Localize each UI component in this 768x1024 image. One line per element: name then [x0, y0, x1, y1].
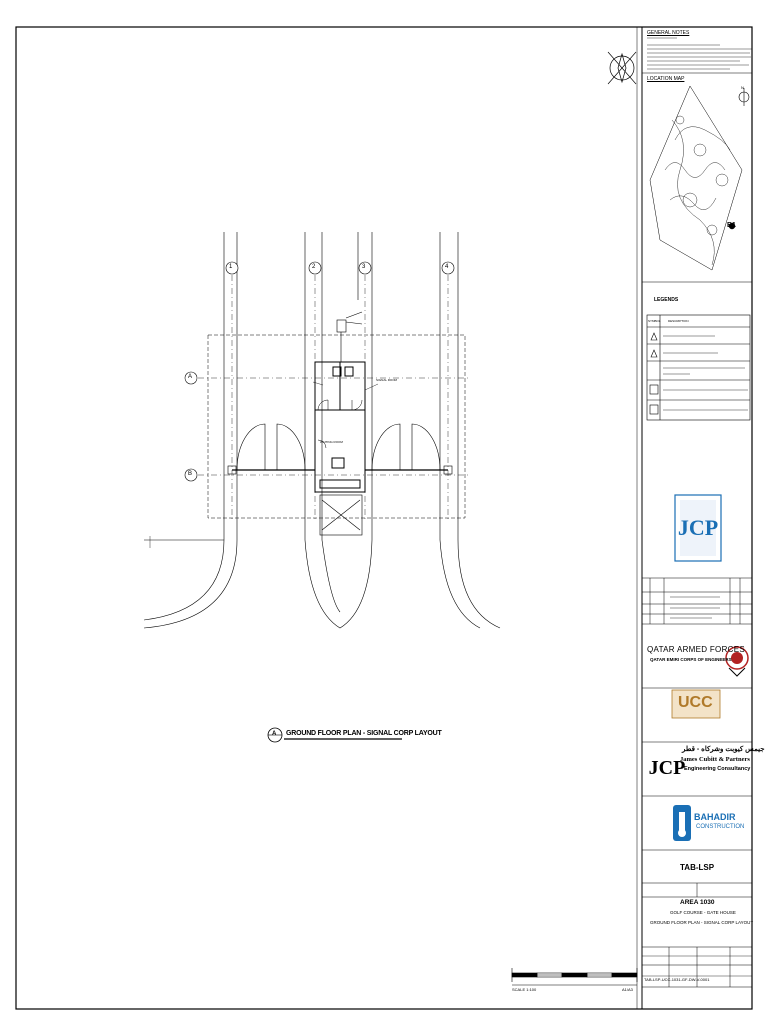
road-curves — [144, 536, 500, 628]
legend-header-desc: DESCRIPTION — [668, 319, 689, 323]
client-sub: QATAR EMIRI CORPS OF ENGINEERS — [650, 657, 732, 662]
grid-label-2: 2 — [312, 264, 316, 270]
general-notes-text — [647, 38, 752, 69]
location-map — [650, 86, 742, 270]
road-lines — [224, 232, 458, 540]
grid-bubbles — [185, 262, 454, 481]
contractor-sub: CONSTRUCTION — [696, 824, 745, 830]
revision-table — [642, 578, 752, 624]
legend-row-text — [663, 336, 748, 410]
svg-text:JCP: JCP — [677, 515, 719, 540]
sheet-size: A1/A3 — [622, 987, 633, 992]
map-north-icon — [739, 88, 749, 106]
grid-label-A: A — [188, 374, 193, 380]
barrier — [228, 466, 452, 474]
signal-panel — [337, 312, 362, 362]
callout-leaders — [313, 382, 378, 390]
floor-plan — [144, 232, 500, 628]
gate-arcs — [237, 424, 440, 470]
scale-bar — [512, 968, 637, 985]
map-north-label: N — [741, 85, 744, 90]
location-map-title: LOCATION MAP — [647, 76, 685, 82]
title-line-2: GROUND FLOOR PLAN - SIGNAL CORP LAYOUT — [650, 920, 754, 925]
legend-table — [647, 315, 750, 420]
room-name-waiting: WAITING ROOM — [320, 440, 343, 444]
north-arrow-icon — [608, 52, 636, 84]
title-line-1: GOLF COURSE - GATE HOUSE — [670, 910, 736, 915]
consultant-arabic: جيمس كيوبت وشركاه - قطر — [682, 746, 765, 753]
bahadir-logo-icon — [673, 805, 691, 841]
area-name: AREA 1030 — [680, 899, 715, 906]
ucc-logo-text: UCC — [678, 694, 713, 711]
room-name-signal: SIGNAL ROOM — [376, 378, 398, 382]
legend-header-symbol: SYMBOL — [648, 319, 661, 323]
view-title: GROUND FLOOR PLAN - SIGNAL CORP LAYOUT — [286, 730, 442, 737]
consultant-sub: Engineering Consultancy — [684, 766, 751, 772]
gate-house-building — [315, 362, 365, 492]
consultant-name: James Cubitt & Partners — [680, 756, 750, 763]
grid-label-4: 4 — [445, 264, 449, 270]
consultant-logo-box — [675, 495, 721, 561]
lower-booth — [320, 495, 362, 535]
jcp-small-logo — [649, 748, 686, 779]
view-mark-letter: A — [272, 731, 277, 737]
grid-lines — [198, 275, 470, 520]
grid-label-B: B — [188, 471, 193, 477]
contractor-name: BAHADIR — [694, 812, 736, 822]
client-name: QATAR ARMED FORCES — [647, 645, 746, 654]
grid-label-1: 1 — [229, 264, 233, 270]
legend-title: LEGENDS — [654, 297, 679, 303]
general-notes-title: GENERAL NOTES — [647, 30, 690, 36]
drawing-number: TAB-LSP-UCC-1031-GF-DW-V-0001 — [644, 977, 710, 982]
project-name: TAB-LSP — [680, 863, 715, 872]
scale-note: SCALE 1:100 — [512, 987, 537, 992]
svg-text:JCP: JCP — [648, 757, 686, 779]
map-mark: B1 — [727, 222, 736, 229]
grid-label-3: 3 — [362, 264, 366, 270]
